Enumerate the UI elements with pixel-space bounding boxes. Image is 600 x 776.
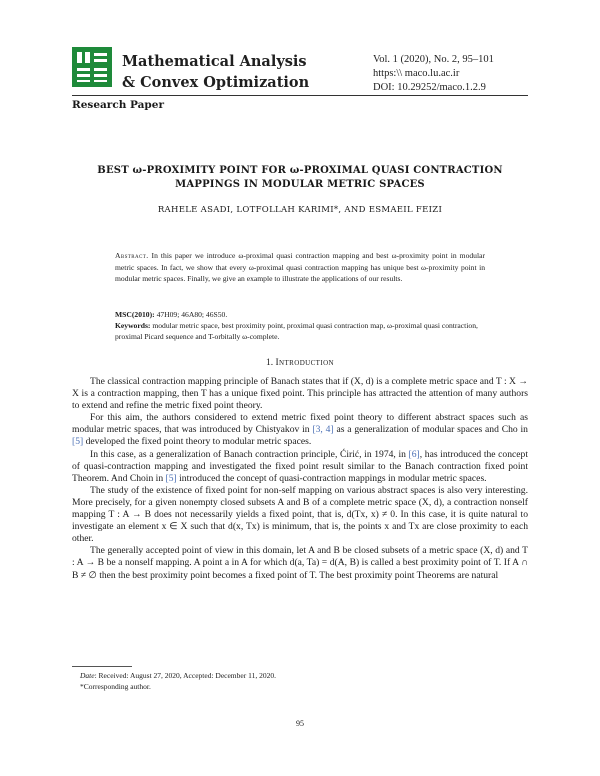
- journal-name: [122, 51, 342, 93]
- abstract-label: Abstract.: [115, 251, 149, 260]
- paper-type: Research Paper: [72, 99, 164, 111]
- section-title: Introduction: [275, 358, 334, 368]
- keywords: [115, 320, 485, 342]
- abstract-text: In this paper we introduce ω-proximal quasi contraction mapping and best ω-proximity point in modular metric spaces. In fact, we show that every ω-proximal quasi contraction mapping has unique best ω-proximity point in modular metric spaces. Finally, we give an example to illustrate the applications of our results.: [115, 251, 485, 284]
- paragraph: The classical contraction mapping principle of Banach states that if (X, d) is a complete metric space and T : X → X is a contraction mapping, then T has a unique fixed point. This principle has attracted the attention of many authors to extend and refine the metric fixed point theory.: [72, 376, 528, 412]
- journal-name-line1: Mathematical Analysis: [122, 53, 307, 70]
- paper-title: [72, 164, 528, 192]
- doi[interactable]: DOI: 10.29252/maco.1.2.9: [373, 82, 486, 93]
- date-text: : Received: August 27, 2020, Accepted: December 11, 2020.: [94, 671, 276, 680]
- journal-info: [373, 53, 494, 95]
- header-divider: [72, 95, 528, 96]
- paragraph: In this case, as a generalization of Banach contraction principle, Ćirić, in 1974, in [6], has introduced the concept of quasi-contraction mapping and investigated the fixed point result similar to the Banach contraction fixed point Theorem. And Choin in [5] introduced the concept of quasi-contraction mappings in modular metric spaces.: [72, 448, 528, 484]
- msc: [115, 309, 485, 320]
- citation-link[interactable]: [5]: [72, 436, 84, 448]
- keywords-label: Keywords:: [115, 321, 151, 330]
- title-line2: MAPPINGS IN MODULAR METRIC SPACES: [175, 179, 425, 190]
- footnote-divider: [72, 666, 132, 667]
- keywords-text: modular metric space, best proximity point, proximal quasi contraction map, ω-proximal quasi contraction, proximal Picard sequence and T-orbitally ω-complete.: [115, 321, 478, 341]
- authors: RAHELE ASADI, LOTFOLLAH KARIMI*, AND ESMAEIL FEIZI: [157, 205, 443, 215]
- footnotes: [80, 670, 276, 692]
- journal-logo-icon: [72, 47, 112, 87]
- journal-name-line2: & Convex Optimization: [122, 74, 310, 91]
- section-heading: [72, 358, 528, 368]
- paragraph: The study of the existence of fixed point for non-self mapping on various abstract spaces is also very interesting. More precisely, for a given nonempty closed subsets A and B of a complete metric space (X, d), a contraction nonself mapping T : A → B does not necessarily yields a fixed point, that is, d(Tx, x) ≠ 0. In this case, it is quite natural to investigate an element x ∈ X such that d(x, Tx) is minimum, that is, the points x and Tx are close proximity to each other.: [72, 484, 528, 545]
- title-line1: BEST ω-PROXIMITY POINT FOR ω-PROXIMAL QUASI CONTRACTION: [97, 165, 503, 176]
- citation-link[interactable]: [3, 4]: [312, 424, 334, 436]
- date-label: Date: [80, 671, 95, 680]
- msc-text: 47H09; 46A80; 46S50.: [156, 310, 228, 319]
- footnote-corresponding: *Corresponding author.: [80, 682, 151, 691]
- section-number: 1.: [265, 358, 274, 368]
- volume-info: Vol. 1 (2020), No. 2, 95–101: [373, 54, 494, 65]
- paragraph: For this aim, the authors considered to extend metric fixed point theory to different abstract spaces such as modular metric spaces, that was introduced by Chistyakov in [3, 4] as a generalization of modular spaces and Cho in [5] developed the fixed point theory to modular metric spaces.: [72, 412, 528, 448]
- paragraph: The generally accepted point of view in this domain, let A and B be closed subsets of a metric space (X, d) and T : A → B be a nonself mapping. A point a in A for which d(a, Ta) = d(A, B) is called a best proximity point of T. If A ∩ B ≠ ∅ then the best proximity point becomes a fixed point of T. The best proximity point Theorems are natural: [72, 545, 528, 581]
- citation-link[interactable]: [5]: [165, 472, 177, 484]
- abstract: [115, 250, 485, 285]
- msc-label: MSC(2010):: [115, 310, 155, 319]
- journal-url[interactable]: https:\\ maco.lu.ac.ir: [373, 68, 460, 79]
- page-number: 95: [296, 719, 304, 728]
- footnote-date: [80, 670, 276, 681]
- citation-link[interactable]: [6]: [408, 448, 420, 460]
- body-text: [72, 376, 528, 582]
